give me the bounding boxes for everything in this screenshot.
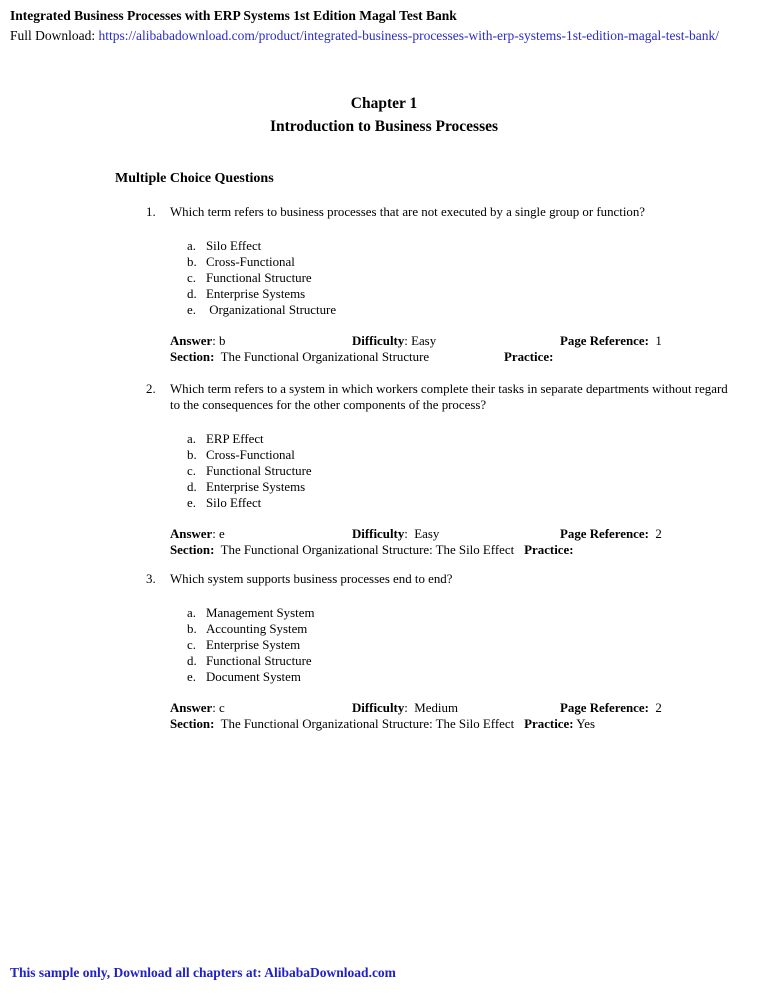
download-label: Full Download: (10, 28, 99, 43)
answer-row (146, 526, 734, 542)
option-text: Functional Structure (206, 271, 312, 285)
difficulty-label: Difficulty (352, 701, 405, 715)
option-letter: c. (187, 464, 196, 478)
section-heading: Multiple Choice Questions (115, 171, 274, 186)
option-text: Enterprise System (206, 638, 301, 652)
chapter-title-block (0, 92, 768, 138)
answer-label: Answer (170, 527, 213, 541)
section-field (170, 542, 514, 558)
option-letter: a. (187, 432, 196, 446)
option-letter: e. (187, 670, 196, 684)
section-field (170, 349, 494, 365)
option-text: ERP Effect (206, 432, 264, 446)
answer-row (146, 700, 734, 716)
option-b (187, 254, 734, 270)
option-letter: b. (187, 448, 197, 462)
chapter-title: Chapter 1 (350, 95, 418, 112)
page-reference-field (560, 526, 662, 542)
option-letter: a. (187, 239, 196, 253)
option-letter: a. (187, 606, 196, 620)
section-label: Section: (170, 717, 215, 731)
practice-label: Practice: (524, 717, 574, 731)
option-e (187, 495, 734, 511)
section-label: Section: (170, 350, 215, 364)
question-2 (146, 381, 734, 558)
option-letter: e. (187, 496, 196, 510)
answer-value: : e (212, 527, 225, 541)
option-letter: c. (187, 271, 196, 285)
question-text-row (146, 571, 734, 587)
page-reference-value: 2 (648, 701, 662, 715)
download-link[interactable]: https://alibabadownload.com/product/integrated-business-processes-with-erp-systems-1st-edition-magal-test-bank/ (98, 28, 719, 43)
answer-field (170, 701, 225, 715)
options-list (187, 431, 734, 511)
chapter-subtitle: Introduction to Business Processes (269, 118, 499, 135)
option-b (187, 447, 734, 463)
option-letter: d. (187, 287, 197, 301)
option-a (187, 605, 734, 621)
option-text: Enterprise Systems (206, 287, 306, 301)
page-reference-field (560, 700, 662, 716)
option-a (187, 431, 734, 447)
option-c (187, 463, 734, 479)
options-list (187, 238, 734, 318)
answer-row (146, 333, 734, 349)
practice-field (524, 717, 595, 731)
option-a (187, 238, 734, 254)
option-text: Cross-Functional (206, 448, 295, 462)
difficulty-value: : Medium (404, 701, 458, 715)
difficulty-label: Difficulty (352, 527, 405, 541)
question-text-row (146, 381, 734, 413)
answer-label: Answer (170, 334, 213, 348)
option-text: Accounting System (206, 622, 308, 636)
option-d (187, 479, 734, 495)
options-list (187, 605, 734, 685)
question-text: Which term refers to business processes that are not executed by a single group or function? (170, 205, 646, 219)
question-number: 2. (146, 382, 156, 396)
question-number: 1. (146, 205, 156, 219)
page-reference-label: Page Reference: (560, 527, 649, 541)
option-c (187, 270, 734, 286)
download-line (10, 26, 768, 46)
option-d (187, 286, 734, 302)
question-3 (146, 571, 734, 732)
option-letter: b. (187, 255, 197, 269)
answer-value: : c (212, 701, 225, 715)
option-letter: d. (187, 654, 197, 668)
option-e (187, 302, 734, 318)
option-text: Functional Structure (206, 464, 312, 478)
practice-label: Practice: (504, 350, 554, 364)
option-letter: b. (187, 622, 197, 636)
option-letter: c. (187, 638, 196, 652)
difficulty-value: : Easy (404, 527, 440, 541)
option-d (187, 653, 734, 669)
practice-field (504, 350, 553, 364)
question-text: Which system supports business processes end to end? (170, 572, 453, 586)
option-letter: e. (187, 303, 196, 317)
question-number: 3. (146, 572, 156, 586)
answer-value: : b (212, 334, 226, 348)
document-title: Integrated Business Processes with ERP Systems 1st Edition Magal Test Bank (10, 8, 457, 23)
footer-text: This sample only, Download all chapters at: AlibabaDownload.com (10, 965, 396, 980)
page-reference-value: 2 (648, 527, 662, 541)
option-c (187, 637, 734, 653)
section-label: Section: (170, 543, 215, 557)
option-text: Functional Structure (206, 654, 312, 668)
option-text: Document System (206, 670, 301, 684)
option-text: Management System (206, 606, 315, 620)
page-reference-label: Page Reference: (560, 334, 649, 348)
answer-field (170, 527, 225, 541)
answer-label: Answer (170, 701, 213, 715)
difficulty-label: Difficulty (352, 334, 405, 348)
answer-field (170, 334, 226, 348)
section-row (146, 542, 734, 558)
option-e (187, 669, 734, 685)
question-1 (146, 204, 734, 365)
option-letter: d. (187, 480, 197, 494)
difficulty-value: : Easy (404, 334, 437, 348)
page-reference-field (560, 333, 662, 349)
practice-label: Practice: (524, 543, 574, 557)
option-text: Silo Effect (206, 239, 262, 253)
question-text-row (146, 204, 734, 220)
practice-field (524, 543, 573, 557)
difficulty-field (352, 700, 458, 716)
section-field (170, 716, 514, 732)
page-header (10, 6, 768, 46)
section-row (146, 716, 734, 732)
option-text: Silo Effect (206, 496, 262, 510)
option-text: Enterprise Systems (206, 480, 306, 494)
option-text: Organizational Structure (206, 303, 337, 317)
option-b (187, 621, 734, 637)
practice-value: Yes (573, 717, 596, 731)
page-reference-value: 1 (648, 334, 662, 348)
option-text: Cross-Functional (206, 255, 295, 269)
section-value: The Functional Organizational Structure (214, 350, 430, 364)
footer-download-link[interactable] (10, 965, 396, 981)
section-value: The Functional Organizational Structure: The Silo Effect (214, 717, 515, 731)
page-reference-label: Page Reference: (560, 701, 649, 715)
section-value: The Functional Organizational Structure: The Silo Effect (214, 543, 515, 557)
section-row (146, 349, 734, 365)
difficulty-field (352, 333, 436, 349)
difficulty-field (352, 526, 439, 542)
question-text: Which term refers to a system in which workers complete their tasks in separate departments without regard to the consequences for the other components of the process? (170, 382, 728, 412)
